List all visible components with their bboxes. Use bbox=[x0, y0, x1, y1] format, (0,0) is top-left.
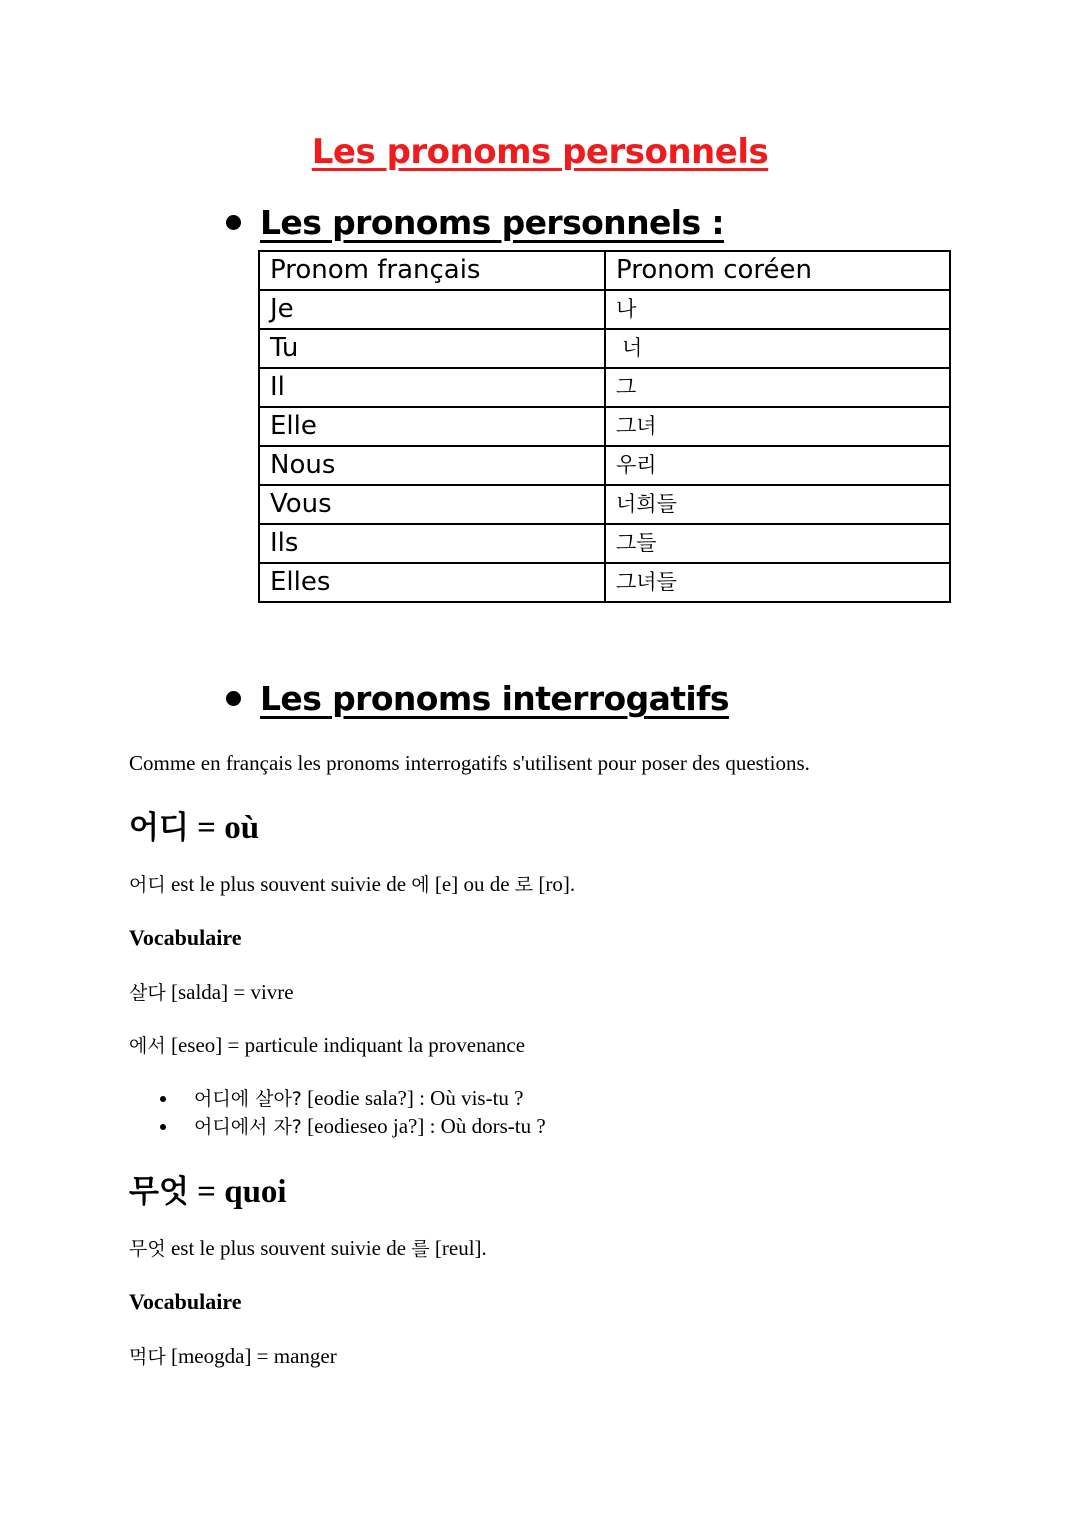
vocab-definition: [meogda] = manger bbox=[165, 1344, 337, 1368]
vocab-item bbox=[129, 978, 294, 1005]
table-header-cell: Pronom français bbox=[259, 251, 605, 290]
french-pronoun-cell: Nous bbox=[259, 446, 605, 485]
vocab-label: Vocabulaire bbox=[129, 925, 242, 950]
mueot-note bbox=[129, 1234, 487, 1261]
odi-note bbox=[129, 870, 575, 897]
table-row bbox=[259, 368, 950, 407]
subheading-mueot bbox=[129, 1166, 287, 1211]
table-row bbox=[259, 446, 950, 485]
korean-word: 살다 bbox=[129, 982, 166, 1004]
vocab-label: Vocabulaire bbox=[129, 1289, 242, 1314]
section-heading-text: Les pronoms personnels : bbox=[260, 203, 724, 242]
bullet-icon bbox=[226, 215, 241, 230]
french-pronoun-cell: Tu bbox=[259, 329, 605, 368]
vocab-definition: [salda] = vivre bbox=[165, 980, 294, 1004]
french-pronoun-cell: Ils bbox=[259, 524, 605, 563]
korean-word: 무엇 bbox=[129, 1238, 166, 1260]
korean-pronoun-cell: 그녀 bbox=[605, 407, 950, 446]
korean-word: 로 bbox=[514, 874, 534, 896]
section-heading-text: Les pronoms interrogatifs bbox=[260, 679, 729, 718]
vocab-item bbox=[129, 1342, 337, 1369]
korean-word: 에서 bbox=[129, 1035, 166, 1057]
korean-word: 에 bbox=[411, 874, 430, 896]
table-row bbox=[259, 329, 950, 368]
note-text: [ro]. bbox=[533, 872, 576, 896]
vocab-definition: [eseo] = particule indiquant la provenance bbox=[165, 1033, 526, 1057]
subheading-korean: 어디 bbox=[129, 810, 189, 846]
subheading-korean: 무엇 bbox=[129, 1174, 189, 1210]
intro-paragraph: Comme en français les pronoms interrogatifs s'utilisent pour poser des questions. bbox=[129, 751, 810, 775]
example-translation: [eodieseo ja?] : Où dors-tu ? bbox=[301, 1114, 546, 1138]
korean-phrase: 어디에서 자? bbox=[194, 1116, 302, 1138]
list-item bbox=[160, 1112, 546, 1140]
korean-pronoun-cell: 그들 bbox=[605, 524, 950, 563]
bullet-icon bbox=[226, 691, 241, 706]
table-header-cell: Pronom coréen bbox=[605, 251, 950, 290]
table-row bbox=[259, 407, 950, 446]
korean-word: 먹다 bbox=[129, 1346, 166, 1368]
korean-pronoun-cell: 너 bbox=[605, 329, 950, 368]
french-pronoun-cell: Elle bbox=[259, 407, 605, 446]
korean-pronoun-cell: 그 bbox=[605, 368, 950, 407]
note-text: est le plus souvent suivie de bbox=[165, 1236, 412, 1260]
subheading-odi bbox=[129, 802, 259, 847]
korean-pronoun-cell: 너희들 bbox=[605, 485, 950, 524]
pronoun-table bbox=[258, 250, 951, 603]
note-text: [reul]. bbox=[429, 1236, 487, 1260]
example-translation: [eodie sala?] : Où vis-tu ? bbox=[301, 1086, 524, 1110]
subheading-french: = où bbox=[188, 810, 260, 846]
korean-pronoun-cell: 그녀들 bbox=[605, 563, 950, 602]
table-row bbox=[259, 485, 950, 524]
list-item bbox=[160, 1084, 546, 1112]
korean-word: 어디 bbox=[129, 874, 166, 896]
table-row bbox=[259, 524, 950, 563]
korean-pronoun-cell: 우리 bbox=[605, 446, 950, 485]
page-title: Les pronoms personnels bbox=[311, 132, 769, 172]
korean-pronoun-cell: 나 bbox=[605, 290, 950, 329]
example-list bbox=[160, 1084, 546, 1140]
section-heading-personal-pronouns bbox=[226, 203, 724, 242]
french-pronoun-cell: Elles bbox=[259, 563, 605, 602]
note-text: [e] ou de bbox=[429, 872, 515, 896]
french-pronoun-cell: Il bbox=[259, 368, 605, 407]
korean-word: 를 bbox=[411, 1238, 430, 1260]
table-header-row bbox=[259, 251, 950, 290]
table-row bbox=[259, 563, 950, 602]
korean-phrase: 어디에 살아? bbox=[194, 1088, 302, 1110]
subheading-french: = quoi bbox=[188, 1174, 287, 1210]
french-pronoun-cell: Vous bbox=[259, 485, 605, 524]
vocab-item bbox=[129, 1031, 525, 1058]
table-row bbox=[259, 290, 950, 329]
french-pronoun-cell: Je bbox=[259, 290, 605, 329]
note-text: est le plus souvent suivie de bbox=[165, 872, 412, 896]
section-heading-interrogative-pronouns bbox=[226, 679, 729, 718]
